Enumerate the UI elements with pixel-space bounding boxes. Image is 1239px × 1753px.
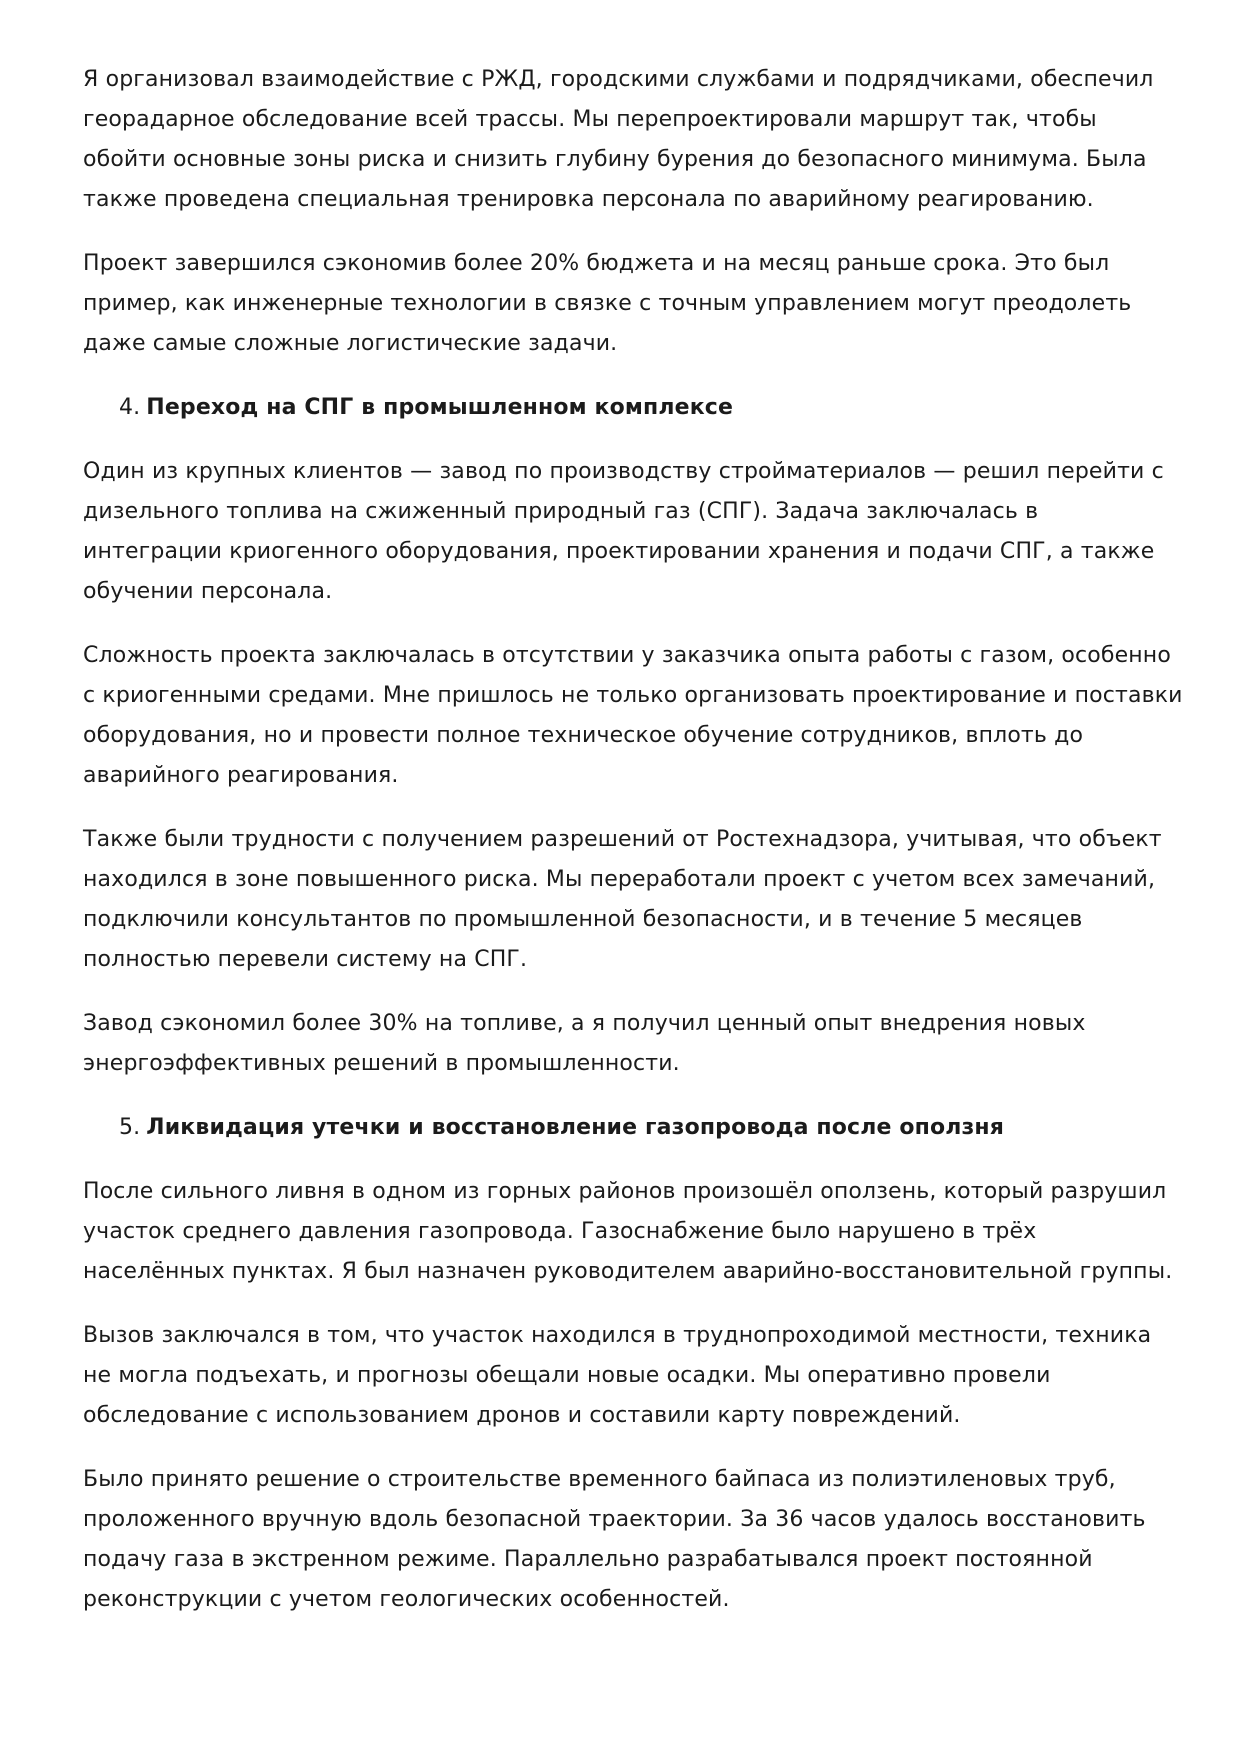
document-page xyxy=(83,60,1183,1644)
section-5-heading xyxy=(83,1108,1183,1148)
section-5-title: Ликвидация утечки и восстановление газопровода после оползня xyxy=(146,1115,1005,1140)
section-5-paragraph-1: После сильного ливня в одном из горных районов произошёл оползень, который разрушил участок среднего давления газопровода. Газоснабжение было нарушено в трёх населённых пунктах. Я был назначен руководителем аварийно-восстановительной группы. xyxy=(83,1179,1173,1284)
section-5-paragraph-3: Было принято решение о строительстве временного байпаса из полиэтиленовых труб, проложенного вручную вдоль безопасной траектории. За 36 часов удалось восстановить подачу газа в экстренном режиме. Параллельно разрабатывался проект постоянной реконструкции с учетом геологических особенностей. xyxy=(83,1467,1146,1612)
section-4-paragraph-2: Сложность проекта заключалась в отсутствии у заказчика опыта работы с газом, особенно с криогенными средами. Мне пришлось не только организовать проектирование и поставки оборудования, но и провести полное техническое обучение сотрудников, вплоть до аварийного реагирования. xyxy=(83,643,1183,788)
paragraph-intro-1: Я организовал взаимодействие с РЖД, городскими службами и подрядчиками, обеспечил георадарное обследование всей трассы. Мы перепроектировали маршрут так, чтобы обойти основные зоны риска и снизить глубину бурения до безопасного минимума. Была также проведена специальная тренировка персонала по аварийному реагированию. xyxy=(83,67,1154,212)
section-4-paragraph-3: Также были трудности с получением разрешений от Ростехнадзора, учитывая, что объект находился в зоне повышенного риска. Мы переработали проект с учетом всех замечаний, подключили консультантов по промышленной безопасности, и в течение 5 месяцев полностью перевели систему на СПГ. xyxy=(83,827,1162,972)
section-4-heading xyxy=(83,388,1183,428)
section-4-paragraph-1: Один из крупных клиентов — завод по производству стройматериалов — решил перейти с дизельного топлива на сжиженный природный газ (СПГ). Задача заключалась в интеграции криогенного оборудования, проектировании хранения и подачи СПГ, а также обучении персонала. xyxy=(83,459,1164,604)
section-4-title: Переход на СПГ в промышленном комплексе xyxy=(146,395,734,420)
paragraph-intro-2: Проект завершился сэкономив более 20% бюджета и на месяц раньше срока. Это был пример, как инженерные технологии в связке с точным управлением могут преодолеть даже самые сложные логистические задачи. xyxy=(83,251,1132,356)
section-4-paragraph-4: Завод сэкономил более 30% на топливе, а я получил ценный опыт внедрения новых энергоэффективных решений в промышленности. xyxy=(83,1011,1086,1076)
section-5-number: 5. xyxy=(119,1115,141,1140)
section-4-number: 4. xyxy=(119,395,141,420)
section-5-paragraph-2: Вызов заключался в том, что участок находился в труднопроходимой местности, техника не могла подъехать, и прогнозы обещали новые осадки. Мы оперативно провели обследование с использованием дронов и составили карту повреждений. xyxy=(83,1323,1152,1428)
